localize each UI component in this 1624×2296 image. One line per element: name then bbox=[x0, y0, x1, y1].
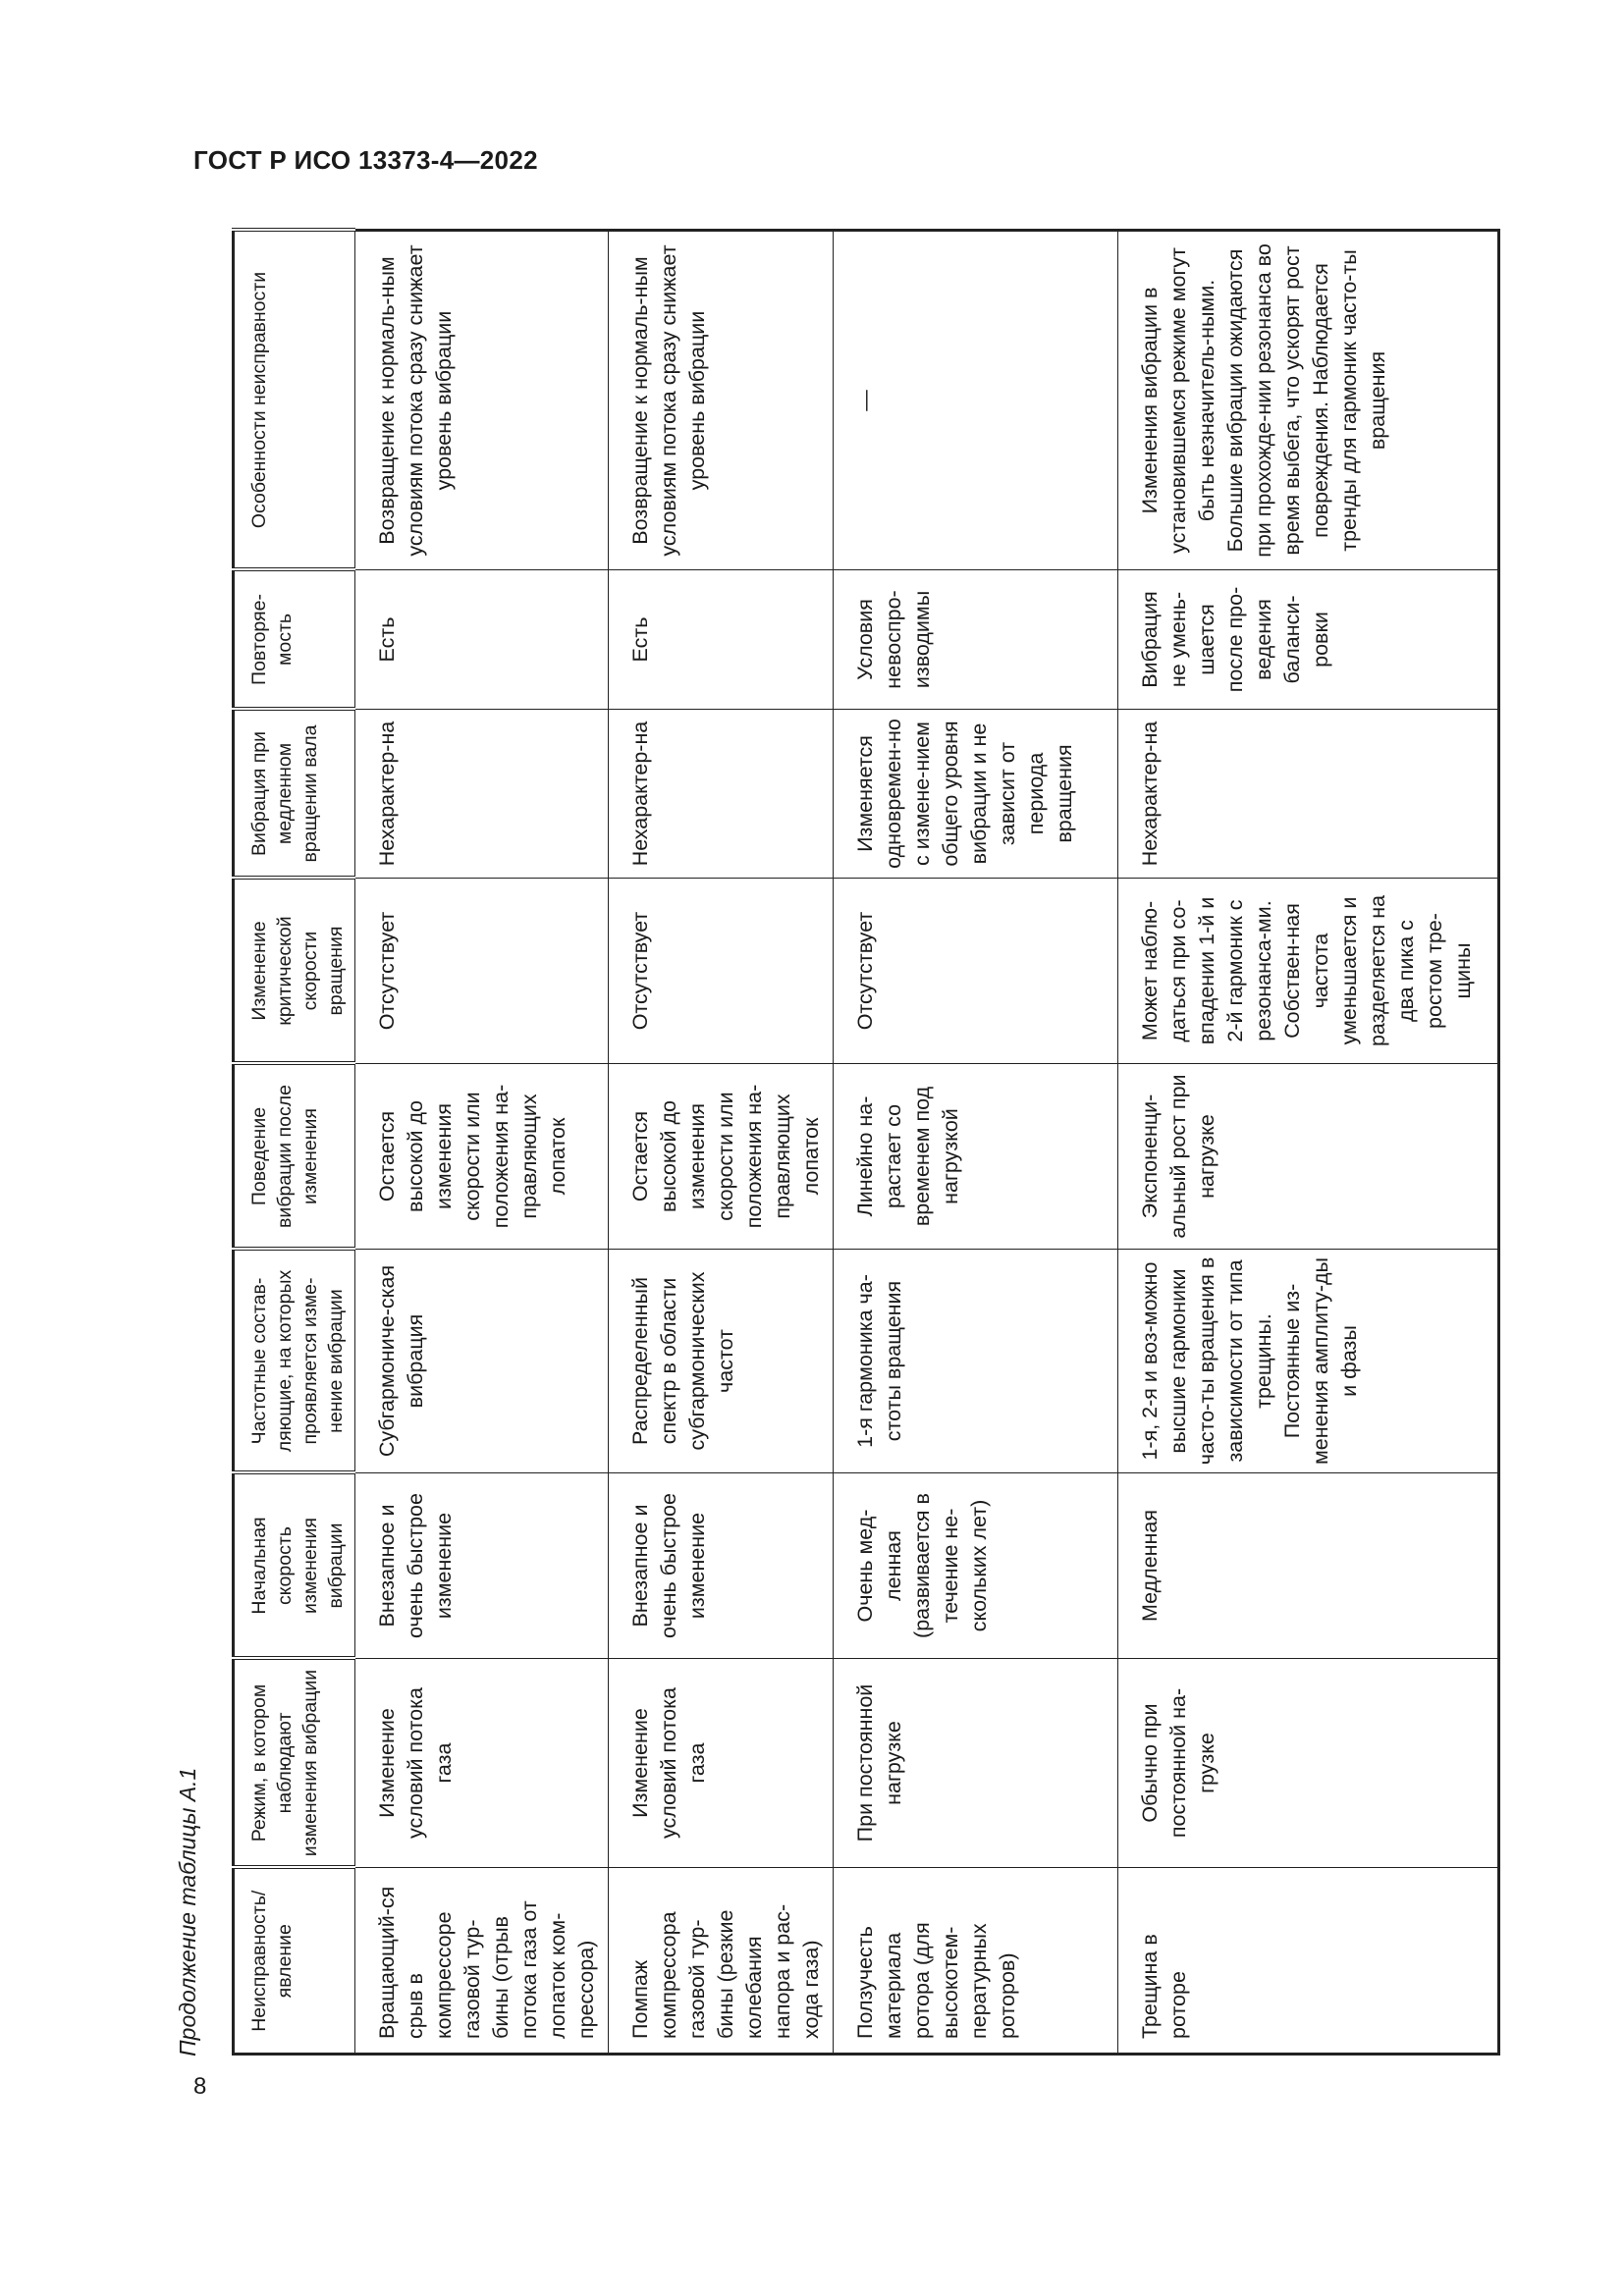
table-row bbox=[1118, 231, 1499, 2055]
cell-slow-roll-vibration: Нехарактер-на bbox=[1118, 710, 1499, 879]
page-number: 8 bbox=[193, 2073, 207, 2100]
cell-slow-roll-vibration: Нехарактер-на bbox=[609, 710, 834, 879]
cell-initial-rate: Медленная bbox=[1118, 1473, 1499, 1659]
cell-fault: Ползучесть материала ротора (для высокотем-пературных роторов) bbox=[834, 1868, 1118, 2055]
cell-fault-features: Изменения вибрации в установившемся режиме могут быть незначитель-ными. Большие вибрации ожидаются при прохожде-нии резонанса во время выбега, что ускорят рост повреждения. Наблюдается тренды для гармоник часто-ты вращения bbox=[1118, 231, 1499, 570]
cell-frequency-components: 1-я, 2-я и воз-можно высшие гармоники часто-ты вращения в зависимости от типа трещины. Постоянные из-менения амплиту-ды и фазы bbox=[1118, 1250, 1499, 1473]
cell-fault-features: Возвращение к нормаль-ным условиям потока сразу снижает уровень вибрации bbox=[355, 231, 609, 570]
cell-critical-speed-change: Отсутствует bbox=[834, 879, 1118, 1064]
document-header: ГОСТ Р ИСО 13373-4—2022 bbox=[193, 145, 538, 175]
cell-fault: Вращающий-ся срыв в компрессоре газовой тур-бины (отрыв потока газа от лопаток ком-прессора) bbox=[355, 1868, 609, 2055]
cell-critical-speed-change: Отсутствует bbox=[355, 879, 609, 1064]
cell-initial-rate: Очень мед-ленная (развивается в течение не-скольких лет) bbox=[834, 1473, 1118, 1659]
cell-behavior-after-change: Экспоненци-альный рост при нагрузке bbox=[1118, 1064, 1499, 1250]
cell-fault-features: — bbox=[834, 231, 1118, 570]
cell-critical-speed-change: Может наблю-даться при со-впадении 1-й и 2-й гармоник с резонанса-ми. Собствен-ная частота уменьшается и разделяется на два пика с ростом тре-щины bbox=[1118, 879, 1499, 1064]
cell-fault-features: Возвращение к нормаль-ным условиям потока сразу снижает уровень вибрации bbox=[609, 231, 834, 570]
cell-repeatability: Вибрация не умень-шается после про-ведения баланси-ровки bbox=[1118, 570, 1499, 710]
cell-repeatability: Условия невоспро-изводимы bbox=[834, 570, 1118, 710]
header-fault: Неисправность/ явление bbox=[234, 1868, 355, 2055]
header-slow-roll-vibration: Вибрация при медленном вращении вала bbox=[234, 710, 355, 879]
cell-frequency-components: Распределенный спектр в области субгармонических частот bbox=[609, 1250, 834, 1473]
cell-frequency-components: 1-я гармоника ча-стоты вращения bbox=[834, 1250, 1118, 1473]
cell-behavior-after-change: Остается высокой до изменения скорости или положения на-правляющих лопаток bbox=[355, 1064, 609, 1250]
cell-initial-rate: Внезапное и очень быстрое изменение bbox=[355, 1473, 609, 1659]
cell-behavior-after-change: Остается высокой до изменения скорости или положения на-правляющих лопаток bbox=[609, 1064, 834, 1250]
table-header-row bbox=[234, 231, 355, 2055]
table-row bbox=[609, 231, 834, 2055]
header-frequency-components: Частотные состав-ляющие, на которых проявляется изме-нение вибрации bbox=[234, 1250, 355, 1473]
rotated-table-container bbox=[232, 232, 1493, 2056]
header-initial-rate: Начальная скорость изменения вибрации bbox=[234, 1473, 355, 1659]
header-fault-features: Особенности неисправности bbox=[234, 231, 355, 570]
cell-mode: Обычно при постоянной на-грузке bbox=[1118, 1659, 1499, 1868]
cell-slow-roll-vibration: Изменяется одновремен-но с измене-нием общего уровня вибрации и не зависит от периода вращения bbox=[834, 710, 1118, 879]
header-repeatability: Повторяе-мость bbox=[234, 570, 355, 710]
cell-behavior-after-change: Линейно на-растает со временем под нагрузкой bbox=[834, 1064, 1118, 1250]
cell-critical-speed-change: Отсутствует bbox=[609, 879, 834, 1064]
header-critical-speed-change: Изменение критической скорости вращения bbox=[234, 879, 355, 1064]
header-mode: Режим, в котором наблюдают изменения вибрации bbox=[234, 1659, 355, 1868]
cell-mode: Изменение условий потока газа bbox=[609, 1659, 834, 1868]
table-row bbox=[834, 231, 1118, 2055]
cell-fault: Помпаж компрессора газовой тур-бины (резкие колебания напора и рас-хода газа) bbox=[609, 1868, 834, 2055]
header-behavior-after-change: Поведение вибрации после изменения bbox=[234, 1064, 355, 1250]
cell-slow-roll-vibration: Нехарактер-на bbox=[355, 710, 609, 879]
table-caption: Продолжение таблицы А.1 bbox=[175, 1767, 200, 2056]
cell-mode: При постоянной нагрузке bbox=[834, 1659, 1118, 1868]
cell-fault: Трещина в роторе bbox=[1118, 1868, 1499, 2055]
cell-initial-rate: Внезапное и очень быстрое изменение bbox=[609, 1473, 834, 1659]
fault-table bbox=[232, 229, 1500, 2056]
cell-repeatability: Есть bbox=[609, 570, 834, 710]
table-row bbox=[355, 231, 609, 2055]
cell-frequency-components: Субгармониче-ская вибрация bbox=[355, 1250, 609, 1473]
cell-repeatability: Есть bbox=[355, 570, 609, 710]
cell-mode: Изменение условий потока газа bbox=[355, 1659, 609, 1868]
